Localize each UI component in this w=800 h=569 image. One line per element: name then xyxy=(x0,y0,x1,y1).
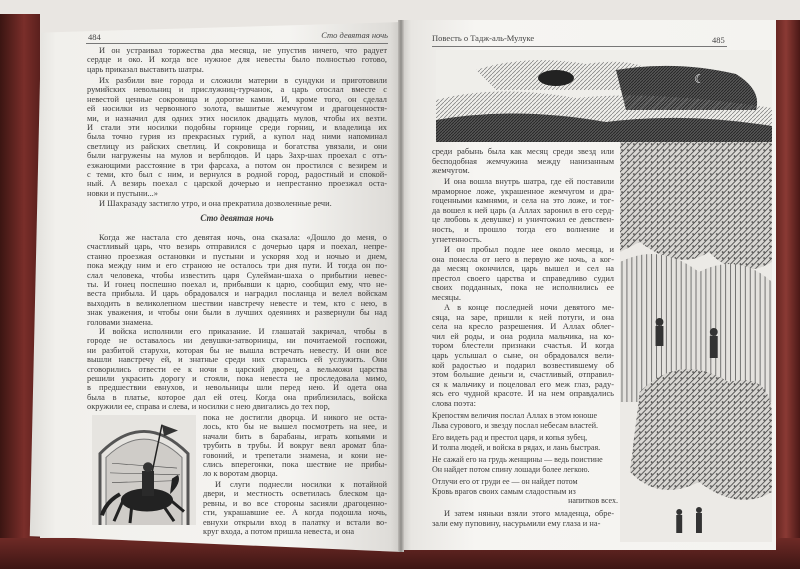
text-line: гоценными камнями, и села на это ложе, и тог- xyxy=(432,196,614,206)
text-line: головами знамена. xyxy=(87,317,153,327)
text-line: светлицу из райских светлиц. И сокровища и богатства увязали, и они xyxy=(87,141,387,151)
text-line: ный. А везирь поехал с царской дочерью и непрестанно проезжал оста- xyxy=(87,179,387,189)
text-line: говоний, и трепетали знамена, и кони не- xyxy=(203,450,387,460)
text-line: царь услышал о сыне, он обрадовался вели- xyxy=(432,350,614,360)
book-gutter xyxy=(398,20,404,552)
text-line: угнетенность. xyxy=(432,234,482,244)
text-line: окружили ее, справа и слева, и носилки с нею двигались до тех пор, xyxy=(87,402,330,412)
paragraph xyxy=(432,245,614,303)
text-line: сяца, на заре, пришли к ней потуги, и она xyxy=(432,312,614,322)
text-line: ность, и прошло тогда его волнение и xyxy=(432,224,614,234)
text-line: села на кресло разрешения. И Аллах облег- xyxy=(432,322,614,332)
poem-line: Отлучи его от груди ее — он найдет потом xyxy=(432,477,578,486)
paragraph xyxy=(87,76,387,198)
text-line: сти, украшавшие ее. А когда подошла ночь, xyxy=(203,508,387,518)
text-line: ей носилки из червонного золота, вышитые жемчугом и драгоценностя- xyxy=(87,104,387,114)
poem-line: Крепостям величия послал Аллах в этом юноше xyxy=(432,411,598,420)
header-rule-right xyxy=(432,46,727,47)
poem-line: напитков всех. xyxy=(568,496,618,506)
text-line: И слуги поднесли носилки к потайной xyxy=(215,480,387,489)
text-line: И стали эти носилки подобны горнице среди горниц, и владелица их xyxy=(87,122,387,132)
page-number-right: 485 xyxy=(712,35,725,45)
text-line: круг входа, а потом пришла невеста, и она xyxy=(203,526,355,536)
text-line: своих подданных, пока не исполнились ее xyxy=(432,283,614,293)
text-line: ревны, и во все стороны засияли драгоценно- xyxy=(203,498,387,508)
paragraph xyxy=(432,147,614,176)
text-line: И войска исполнили его приказание. И глашатай закричал, чтобы в xyxy=(99,327,387,336)
text-line: выходить в великолепном шествии навстречу невесте и тем, кто с нею, в xyxy=(87,298,387,308)
poem-stanza xyxy=(432,411,618,430)
text-line: месяцы. xyxy=(432,292,461,302)
text-line: да месяц окончился, царь вышел и сел на xyxy=(432,264,614,274)
poem-line: Кровь врагов своих самым сладостным из xyxy=(432,486,576,496)
text-line: чил ей роды, и она родила мальчика, на ко- xyxy=(432,331,614,341)
poem-line: И толпа людей, и войска в рядах, и лань быстрая. xyxy=(432,442,601,452)
poem-line: Льва сурового, и звезду послал небесам властей. xyxy=(432,420,598,430)
text-line: она понесла от него в первую же ночь, а ког- xyxy=(432,254,614,264)
page-number-left: 484 xyxy=(88,32,101,42)
text-line: тором блестели признаки счастья. И когда xyxy=(432,341,614,351)
header-rule-left xyxy=(86,43,388,44)
paragraph xyxy=(87,199,387,208)
text-line: евнухи открыли вход в палатку и встали во- xyxy=(203,517,387,527)
paragraph xyxy=(203,413,387,479)
poem-line: Он найдет потом спину лошади более легкою. xyxy=(432,464,590,474)
text-line: И затем няньки взяли этого младенца, обре- xyxy=(444,509,614,518)
text-line: невестой ценные сокровища и дорогие камни. И, кроме того, он сделал xyxy=(87,94,387,104)
text-line: с теми, кто был с ним, и вернулся в родной город, радостный и спокой- xyxy=(87,169,387,179)
paragraph xyxy=(87,327,387,412)
text-line: начали бить в барабаны, играть копьями и xyxy=(203,431,387,441)
text-line: да вошел к ней царь (а Аллах заронил в его серд- xyxy=(432,205,614,215)
running-title-right: Повесть о Тадж-аль-Мулуке xyxy=(432,33,535,43)
paragraph xyxy=(87,233,387,327)
text-line: царь приказал выставить шатры. xyxy=(87,64,204,74)
paragraph xyxy=(203,480,387,536)
text-line: этом большие деньги и, счастливый, отправил- xyxy=(432,370,614,380)
poem-line: Его видеть рад и престол царя, и копья зубец, xyxy=(432,433,588,442)
chapter-heading: Сто девятая ночь xyxy=(200,213,274,223)
paragraph xyxy=(87,46,387,74)
text-line: новки и пустыни...» xyxy=(87,188,158,198)
text-line: городе не оставалось ни девушки-затворницы, ни почитаемой госпожи, xyxy=(87,336,387,346)
text-line: ты. И гонец поспешно поехал и, прибывши к царю, сообщил ему, что не- xyxy=(87,279,387,289)
text-line: ми, и назначил для одних этих носилок двадцать мулов, чтобы их везти. xyxy=(87,113,387,123)
procession-illustration xyxy=(620,142,772,542)
paragraph xyxy=(432,509,614,528)
text-line: Их разбили вне города и сложили материи в сундуки и приготовили xyxy=(99,76,387,85)
text-line: была точно гурия из прекрасных гурий, а купол над ними напоминал xyxy=(87,132,387,142)
text-line: престол своего царства и справедливо судил xyxy=(432,273,614,283)
text-line: слись вперегонки, пока шествие не прибы- xyxy=(203,459,387,469)
text-line: И он устраивал торжества два месяца, не упустив ничего, что радует xyxy=(99,46,387,55)
text-line: сговорились отвести ее к ночи в царский дворец, а вельможи царства xyxy=(87,364,387,374)
text-line: лось, кто бы не вышел посмотреть на нее, и xyxy=(203,422,387,432)
crescent-moon-icon: ☾ xyxy=(694,72,705,86)
text-line: слал человека, чтобы известить царя Сулейман-шаха о прибытии невес- xyxy=(87,270,387,280)
paragraph xyxy=(432,303,614,409)
text-line: среди рабынь была как месяц среди звезд или xyxy=(432,147,614,156)
text-line: счастливый царь, что везирь отправился с дочерью царя и поехал, непре- xyxy=(87,242,387,252)
landscape-illustration xyxy=(436,50,772,142)
text-line: пока между ним и его страною не осталось три дня пути. И тогда он по- xyxy=(87,261,387,271)
text-line: знак уважения, и чтобы они были в лучших одеяниях и развернули бы над xyxy=(87,308,387,318)
text-line: вышли навстречу ей, и знатные среди них старались ей услужить. Они xyxy=(87,355,387,365)
text-line: ясь его чудной красоте. И на нем оправдались xyxy=(432,389,614,399)
text-line: слова поэта: xyxy=(432,398,476,408)
text-line: веста прибыла. И царь обрадовался и наградил посланца и велел войскам xyxy=(87,289,387,299)
paragraph xyxy=(432,177,614,244)
text-line: были нагружены на мулов и верблюдов. И царь Захр-шах проехал с отъ- xyxy=(87,151,387,161)
poem-line: Не сажай его на грудь женщины — ведь поистине xyxy=(432,455,603,464)
text-line: ся к мальчику и поцеловал его меж глаз, раду- xyxy=(432,379,614,389)
text-line: И она вошла внутрь шатра, где ей поставили xyxy=(444,177,614,186)
text-line: езжающими расстояние в три фарсаха, а потом он простился с везирем и xyxy=(87,160,387,170)
poem-stanza xyxy=(432,433,618,452)
text-line: жемчугом. xyxy=(432,166,470,176)
text-line: кой радостью и подарил возвестившему об xyxy=(432,360,614,370)
text-line: трубить в трубы. И вокруг веял аромат бла- xyxy=(203,441,387,451)
text-line: румийских невольниц и прислужниц-турчанок, а царь отослал вместе с xyxy=(87,85,387,95)
text-line: зали ему пуповину, насурьмили ему глаза и на- xyxy=(432,518,601,528)
text-line: решили украсить дорогу и стояли, пока невеста не проследовала мимо, xyxy=(87,373,387,383)
running-title-left: Сто девятая ночь xyxy=(321,30,388,40)
rider-illustration xyxy=(92,415,196,525)
poem-stanza xyxy=(432,455,618,474)
text-line: была в платье, которое дал ей отец. Когда она приблизилась, войска xyxy=(87,392,387,402)
text-line: ни разбитой старухи, которая бы не вышла встречать невесту. И они все xyxy=(87,345,387,355)
text-line: бесподобная жемчужина между нанизанным xyxy=(432,156,614,166)
text-line: в предшествии евнухов, и невольницы шли перед нею. И одета она xyxy=(87,383,387,393)
text-line: ло к воротам дворца. xyxy=(203,469,278,479)
text-line: сердце и око. И когда все нужное для невесты было полностью готово, xyxy=(87,55,387,65)
book-cover-right-edge xyxy=(772,20,800,569)
text-line: це любовь к девушке) и уничтожил ее девствен- xyxy=(432,215,614,225)
text-line: И он пробыл подле нее около месяца, и xyxy=(444,245,614,254)
text-line: станно проезжая остановки и пустыни и ускоряя ход и ночью и днем, xyxy=(87,251,387,261)
text-line: Когда же настала сто девятая ночь, она сказала: «Дошло до меня, о xyxy=(99,233,387,242)
text-line: И Шахразаду застигло утро, и она прекратила дозволенные речи. xyxy=(99,199,332,208)
text-line: двери, и местность осветилась блеском ца- xyxy=(203,489,387,499)
text-line: мраморное ложе, украшенное жемчугом и дра- xyxy=(432,186,614,196)
poem-stanza xyxy=(432,477,618,506)
text-line: пока не достигли дворца. И никого не оста- xyxy=(203,413,387,422)
text-line: А в конце последней ночи девятого ме- xyxy=(444,303,614,312)
